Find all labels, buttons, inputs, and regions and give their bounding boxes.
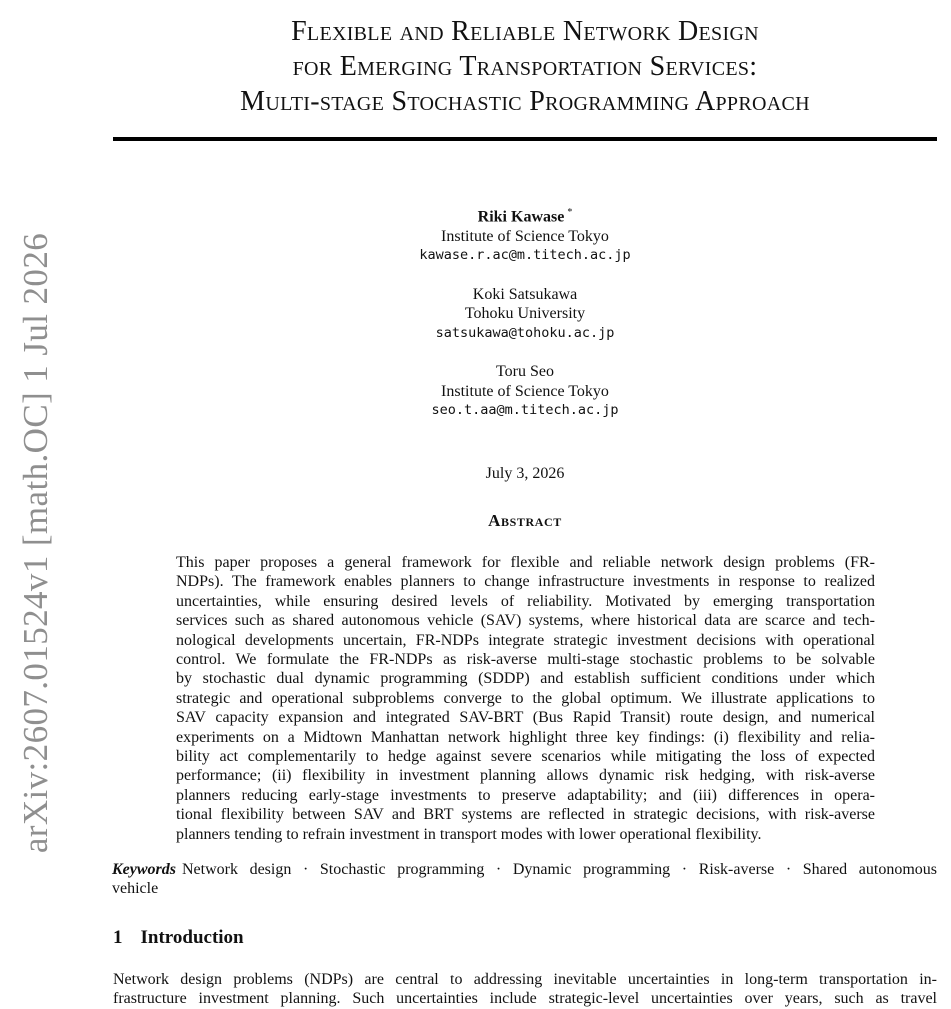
author-3 [330,362,720,421]
abstract-line: This paper proposes a general framework for flexible and reliable network design problems (FR- [176,554,875,571]
paper-title [113,14,937,119]
author-email[interactable]: kawase.r.ac@m.titech.ac.jp [419,247,631,264]
title-line-2: for Emerging Transportation Services: [292,51,758,82]
intro-line: frastructure investment planning. Such uncertainties include strategic-level uncertainties over years, such as travel [113,990,937,1008]
keywords-label: Keywords [112,861,176,878]
author-email[interactable]: satsukawa@tohoku.ac.jp [435,324,615,341]
abstract-line: services such as shared autonomous vehicle (SAV) systems, where historical data are scarce and tech- [176,612,875,630]
title-line-1: Flexible and Reliable Network Design [291,16,759,47]
abstract-line: NDPs). The framework enables planners to change infrastructure investments in response to realized [176,573,875,591]
author-name: Toru Seo [496,363,554,381]
abstract-line: tional flexibility between SAV and BRT systems are reflected in strategic decisions, with risk-averse [176,806,875,824]
author-name: Koki Satsukawa [472,285,578,303]
author-1 [330,203,720,266]
author-name: Riki Kawase [477,208,565,226]
author-affiliation: Tohoku University [464,305,586,323]
keywords [112,860,937,899]
section-number: 1 [113,927,123,948]
title-line-3: Multi-stage Stochastic Programming Approach [240,86,810,117]
section-title: Introduction [140,927,244,948]
author-2 [330,285,720,344]
introduction-body [113,970,937,1009]
author-affiliation: Institute of Science Tokyo [441,227,609,245]
author-affiliation: Institute of Science Tokyo [441,382,609,400]
section-heading-introduction [113,927,244,949]
abstract-body [176,553,875,844]
publication-date: July 3, 2026 [485,465,565,482]
abstract-line: bility act complementarily to hedge against severe scenarios while mitigating the loss of expected [176,748,875,766]
abstract-line: SAV capacity expansion and integrated SAV-BRT (Bus Rapid Transit) route design, and numerical [176,709,875,727]
abstract-line: experiments on a Midtown Manhattan network highlight three key findings: (i) flexibility and relia- [176,728,875,746]
abstract-line: planners tending to refrain investment in transport modes with lower operational flexibility. [176,825,762,843]
keywords-list-continued: vehicle [112,880,159,898]
abstract-line: performance; (ii) flexibility in investment planning allows dynamic risk hedging, with risk-averse [176,767,875,785]
title-rule [113,137,937,141]
abstract-line: by stochastic dual dynamic programming (SDDP) and establish sufficient conditions under which [176,670,875,688]
keywords-list: Network design · Stochastic programming · Dynamic programming · Risk-averse · Shared autonomous [182,861,937,878]
abstract-heading: Abstract [488,511,562,530]
arxiv-stamp: arXiv:2607.01524v1 [math.OC] 1 Jul 2026 [16,232,55,854]
abstract-line: uncertainties, while ensuring desired levels of reliability. Motivated by emerging transportation [176,592,875,610]
author-email[interactable]: seo.t.aa@m.titech.ac.jp [431,402,619,419]
intro-line: Network design problems (NDPs) are central to addressing inevitable uncertainties in long-term transportation in- [113,971,937,988]
abstract-line: control. We formulate the FR-NDPs as risk-averse multi-stage stochastic problems to be solvable [176,651,875,669]
abstract-line: nological developments uncertain, FR-NDPs integrate strategic investment decisions with operational [176,631,875,649]
author-footnote-mark: * [567,207,573,218]
abstract-line: planners reducing early-stage investments to preserve adaptability; and (iii) differences in opera- [176,786,875,804]
author-block [330,203,720,440]
abstract-line: strategic and operational subproblems converge to the global optimum. We illustrate applications to [176,689,875,707]
